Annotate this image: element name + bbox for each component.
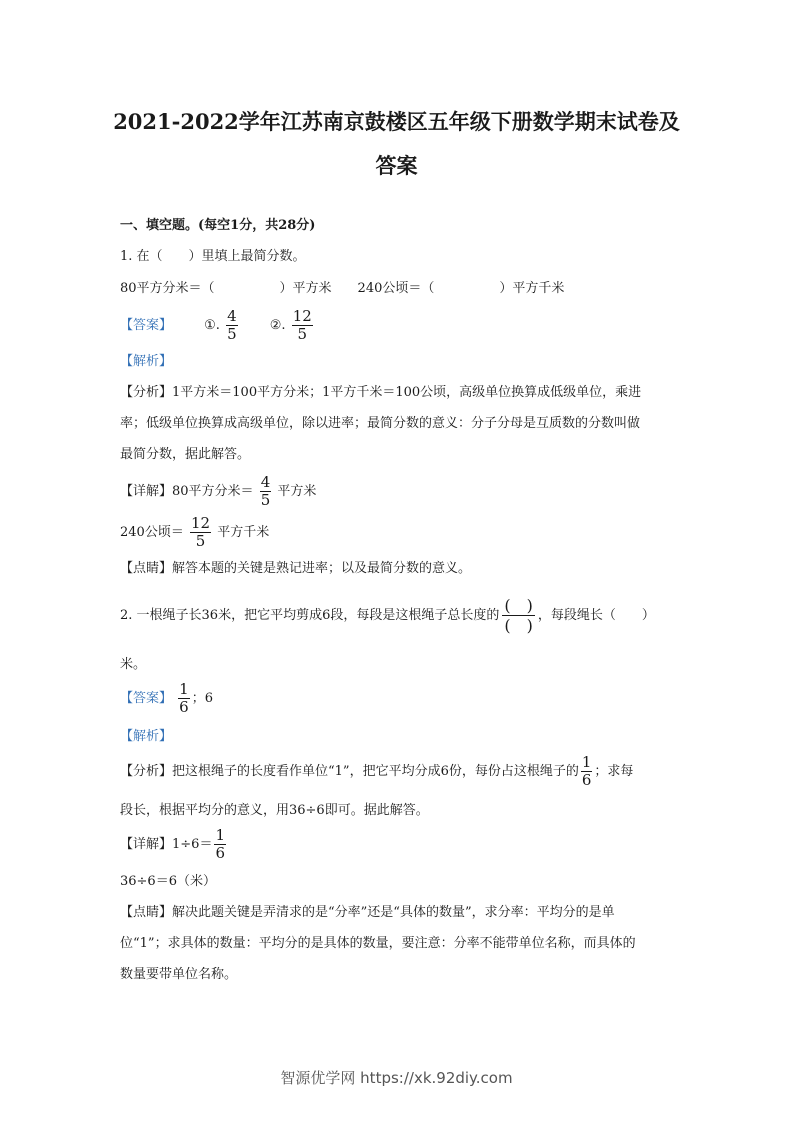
- numerator: 12: [292, 307, 312, 325]
- q2-dianjing-2: 位“1”；求具体的数量：平均分的是具体的数量，要注意：分率不能带单位名称，而具体的: [120, 936, 636, 951]
- q2-stem-line2: 米。: [120, 657, 147, 672]
- fenxi-tag: 【分析】: [120, 764, 173, 779]
- q2-stem-tail: ，每段绳长（ ）: [537, 608, 655, 623]
- xiangjie-text: 1÷6＝: [172, 837, 213, 852]
- denominator: 6: [581, 771, 592, 789]
- fenxi-text: 把这根绳子的长度看作单位“1”，把它平均分成6份，每份占这根绳子的: [172, 764, 579, 779]
- analysis-tag: 【解析】: [120, 729, 173, 744]
- numerator: 1: [215, 826, 225, 844]
- q1-answer: [120, 308, 315, 344]
- denominator: 6: [179, 698, 189, 716]
- fraction: [581, 754, 593, 789]
- answer-marker-2: ②.: [269, 318, 286, 333]
- fenxi-tag: 【分析】: [120, 385, 173, 400]
- denominator: 5: [227, 325, 237, 343]
- q1-stem: 1. 在（ ）里填上最简分数。: [120, 249, 306, 264]
- title-line-2: 答案: [375, 153, 418, 178]
- dianjing-tag: 【点睛】: [120, 905, 173, 920]
- numerator: 4: [227, 307, 237, 325]
- footer-watermark: 智源优学网 https://xk.92diy.com: [280, 1069, 513, 1087]
- q1-prompt: 80平方分米＝（ ）平方米 240公顷＝（ ）平方千米: [120, 281, 565, 296]
- q1-fenxi-2: 率；低级单位换算成高级单位，除以进率；最简分数的意义：分子分母是互质数的分数叫做: [120, 416, 641, 431]
- q2-fenxi-1: [120, 754, 633, 790]
- answer-tag: 【答案】: [120, 691, 173, 706]
- q1-fenxi-3: 最简分数，据此解答。: [120, 447, 251, 462]
- fenxi-tail: ；求每: [594, 764, 634, 779]
- analysis-tag: 【解析】: [120, 354, 173, 369]
- denominator: 5: [260, 491, 271, 509]
- answer-tag: 【答案】: [120, 318, 173, 333]
- fraction-answer-1: [226, 308, 238, 343]
- q2-answer: [120, 681, 213, 717]
- q2-xiangjie-1: [120, 827, 228, 863]
- document-title: [60, 100, 733, 188]
- title-line-1: 2021-2022学年江苏南京鼓楼区五年级下册数学期末试卷及: [113, 109, 680, 134]
- q1-xiangjie-1: [120, 474, 316, 510]
- answer-marker-1: ①.: [204, 318, 220, 333]
- xiangjie-tag: 【详解】: [120, 484, 173, 499]
- q2-stem: [120, 596, 655, 636]
- denominator: 6: [215, 844, 225, 862]
- fraction-answer: [178, 681, 190, 716]
- fraction: [214, 827, 226, 862]
- q1-fenxi-1: [120, 383, 641, 403]
- denominator: 5: [297, 325, 308, 343]
- numerator: 12: [190, 514, 211, 532]
- section-heading: 一、填空题。(每空1分，共28分): [120, 218, 316, 233]
- q2-xiangjie-2: 36÷6＝6（米）: [120, 874, 216, 889]
- q2-dianjing-3: 数量要带单位名称。: [120, 967, 238, 982]
- denominator: 5: [195, 532, 206, 550]
- denominator-blank: ( ): [504, 616, 533, 635]
- q1-dianjing: [120, 559, 471, 579]
- fraction: [260, 474, 272, 509]
- q2-fenxi-2: 段长，根据平均分的意义，用36÷6即可。据此解答。: [120, 803, 429, 818]
- fraction-answer-2: [292, 308, 313, 343]
- dianjing-text: 解决此题关键是弄清求的是“分率”还是“具体的数量”，求分率：平均分的是单: [172, 905, 615, 920]
- q2-stem-text: 2. 一根绳子长36米，把它平均剪成6段，每段是这根绳子总长度的: [120, 608, 500, 623]
- fraction: [190, 515, 211, 550]
- numerator-blank: ( ): [504, 596, 533, 615]
- numerator: 1: [581, 753, 592, 771]
- xiangjie-text: 240公顷＝: [120, 525, 184, 540]
- q1-xiangjie-2: [120, 515, 269, 551]
- fenxi-text: 1平方米＝100平方分米；1平方千米＝100公顷，高级单位换算成低级单位，乘进: [172, 385, 642, 400]
- answer-text: ；6: [191, 691, 213, 706]
- dianjing-text: 解答本题的关键是熟记进率；以及最简分数的意义。: [172, 561, 472, 576]
- fraction-blank: [502, 596, 535, 635]
- xiangjie-text: 80平方分米＝: [172, 484, 254, 499]
- dianjing-tag: 【点睛】: [120, 561, 173, 576]
- q2-dianjing-1: [120, 903, 615, 923]
- unit-text: 平方米: [277, 484, 317, 499]
- xiangjie-tag: 【详解】: [120, 837, 173, 852]
- unit-text: 平方千米: [217, 525, 270, 540]
- numerator: 1: [179, 680, 189, 698]
- numerator: 4: [260, 473, 271, 491]
